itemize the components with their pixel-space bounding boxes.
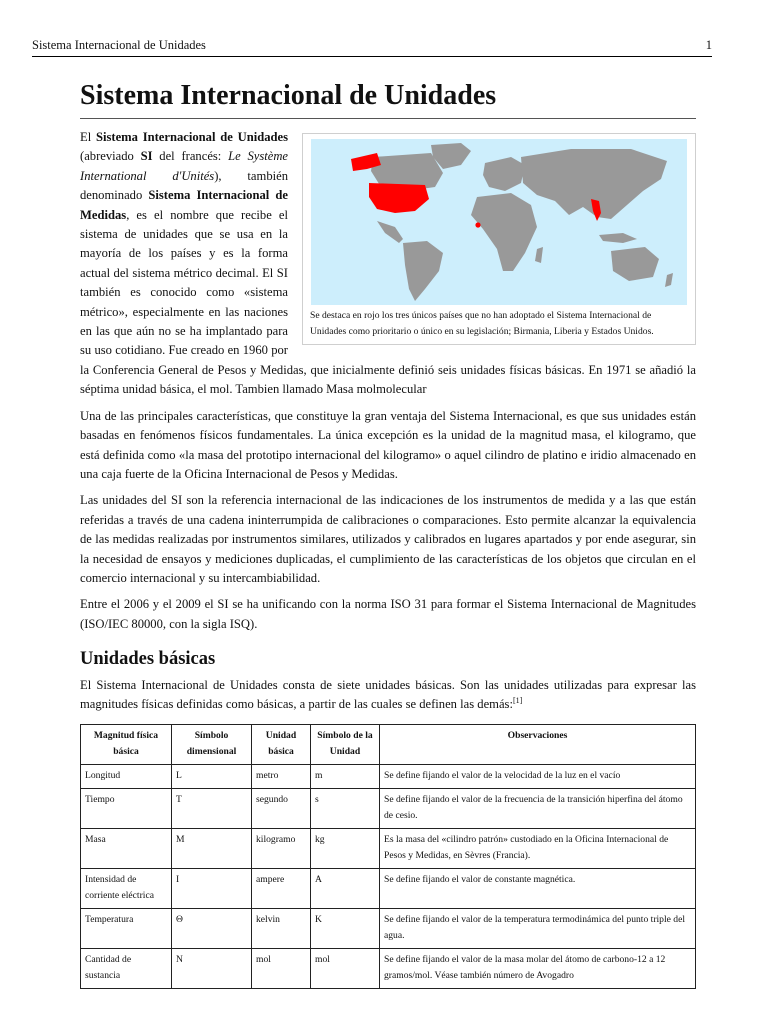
header-title: Sistema Internacional de Unidades [32, 38, 206, 52]
table-cell: mol [311, 949, 380, 989]
intro-bold-abbr: SI [140, 149, 153, 164]
intro-french-name: Le Système International d'Unités [80, 149, 288, 183]
intro-bold-medidas: Sistema Internacional de Medidas [80, 188, 288, 222]
table-header-cell: Unidad básica [252, 725, 311, 765]
article-body [80, 128, 696, 989]
table-cell: s [311, 789, 380, 829]
section-text: El Sistema Internacional de Unidades consta de siete unidades básicas. Son las unidades utilizadas para expresar las magnitudes físicas definidas como básicas, a partir de las cuales se definen las demás: [80, 677, 696, 711]
table-row [81, 909, 696, 949]
table-row [81, 829, 696, 869]
table-cell: T [172, 789, 252, 829]
table-cell: m [311, 765, 380, 789]
table-cell: Se define fijando el valor de la masa molar del átomo de carbono-12 a 12 gramos/mol. Véase también número de Avogadro [380, 949, 696, 989]
table-cell: Es la masa del «cilindro patrón» custodiado en la Oficina Internacional de Pesos y Medidas, en Sèvres (Francia). [380, 829, 696, 869]
table-cell: Se define fijando el valor de constante magnética. [380, 869, 696, 909]
base-units-table [80, 724, 696, 989]
table-cell: segundo [252, 789, 311, 829]
intro-text: del francés: [152, 149, 229, 164]
table-row [81, 789, 696, 829]
table-row [81, 949, 696, 989]
table-cell: Tiempo [81, 789, 172, 829]
table-header-cell: Observaciones [380, 725, 696, 765]
table-cell: Masa [81, 829, 172, 869]
table-cell: Se define fijando el valor de la frecuencia de la transición hiperfina del átomo de cesio. [380, 789, 696, 829]
world-map-image [311, 139, 687, 305]
title-divider [80, 118, 696, 119]
table-cell: Intensidad de corriente eléctrica [81, 869, 172, 909]
paragraph: Una de las principales características, que constituye la gran ventaja del Sistema Internacional, es que sus unidades están basadas en fenómenos físicos fundamentales. La única excepción es la unidad de la magnitud masa, el kilogramo, que está definida como «la masa del prototipo internacional del kilogramo» o aquel cilindro de platino e iridio almacenado en una caja fuerte de la Oficina Internacional de Pesos y Medidas. [80, 408, 696, 481]
table-header-cell: Símbolo dimensional [172, 725, 252, 765]
page-number: 1 [705, 38, 712, 52]
table-cell: Se define fijando el valor de la velocidad de la luz en el vacío [380, 765, 696, 789]
table-cell: A [311, 869, 380, 909]
table-cell: I [172, 869, 252, 909]
running-header [32, 38, 712, 57]
page-title: Sistema Internacional de Unidades [80, 80, 497, 111]
intro-text: ), también denominado [80, 168, 289, 203]
intro-text: (abreviado [80, 149, 141, 164]
intro-text: , es el nombre que recibe el sistema de unidades que se usa en la mayoría de los países y es la forma actual del sistema métrico decimal. El SI también es conocido como «sistema métrico», especialmente en las naciones en las que aún no se ha implantado para su uso cotidiano. Fue creado en 1960 por la Conferencia General de Pesos y Medidas, que inicialmente definió seis unidades físicas básicas. En 1971 se añadió la séptima unidad básica, el mol. Tambien llamado Masa molmolecular [80, 207, 696, 397]
liberia-highlight [475, 222, 480, 227]
table-cell: L [172, 765, 252, 789]
reference-link[interactable]: [1] [512, 695, 523, 705]
section-paragraph [80, 676, 696, 715]
intro-text: El [80, 130, 96, 144]
table-cell: kg [311, 829, 380, 869]
table-cell: K [311, 909, 380, 949]
table-header-cell: Símbolo de la Unidad [311, 725, 380, 765]
table-cell: Temperatura [81, 909, 172, 949]
table-cell: N [172, 949, 252, 989]
paragraph: Las unidades del SI son la referencia internacional de las indicaciones de los instrumentos de medida y a las que están referidas a través de una cadena ininterrumpida de calibraciones o comparaciones. Esto permite alcanzar la equivalencia de las medidas realizadas por instrumentos similares, utilizados y calibrados en lugares apartados y por ende asegurar, sin la necesidad de ensayos y mediciones duplicadas, el cumplimiento de las características de los objetos que circulan en el comercio internacional y su intercambiabilidad. [80, 493, 696, 585]
intro-bold-si: Sistema Internacional de Unidades [95, 130, 288, 144]
section-heading: Unidades básicas [80, 649, 216, 670]
table-header-cell: Magnitud física básica [81, 725, 172, 765]
map-figure [302, 133, 696, 345]
table-cell: Se define fijando el valor de la temperatura termodinámica del punto triple del agua. [380, 909, 696, 949]
table-cell: Θ [172, 909, 252, 949]
paragraph: Entre el 2006 y el 2009 el SI se ha unificando con la norma ISO 31 para formar el Sistema Internacional de Magnitudes (ISO/IEC 80000, con la sigla ISQ). [80, 597, 696, 631]
table-cell: kelvin [252, 909, 311, 949]
table-header-row [81, 725, 696, 765]
figure-caption: Se destaca en rojo los tres únicos países que no han adoptado el Sistema Internacional de Unidades como prioritario o único en su legislación; Birmania, Liberia y Estados Unidos. [310, 310, 654, 337]
table-row [81, 765, 696, 789]
table-cell: ampere [252, 869, 311, 909]
table-cell: Cantidad de sustancia [81, 949, 172, 989]
table-cell: Longitud [81, 765, 172, 789]
table-cell: kilogramo [252, 829, 311, 869]
table-cell: M [172, 829, 252, 869]
table-cell: metro [252, 765, 311, 789]
table-row [81, 869, 696, 909]
table-cell: mol [252, 949, 311, 989]
